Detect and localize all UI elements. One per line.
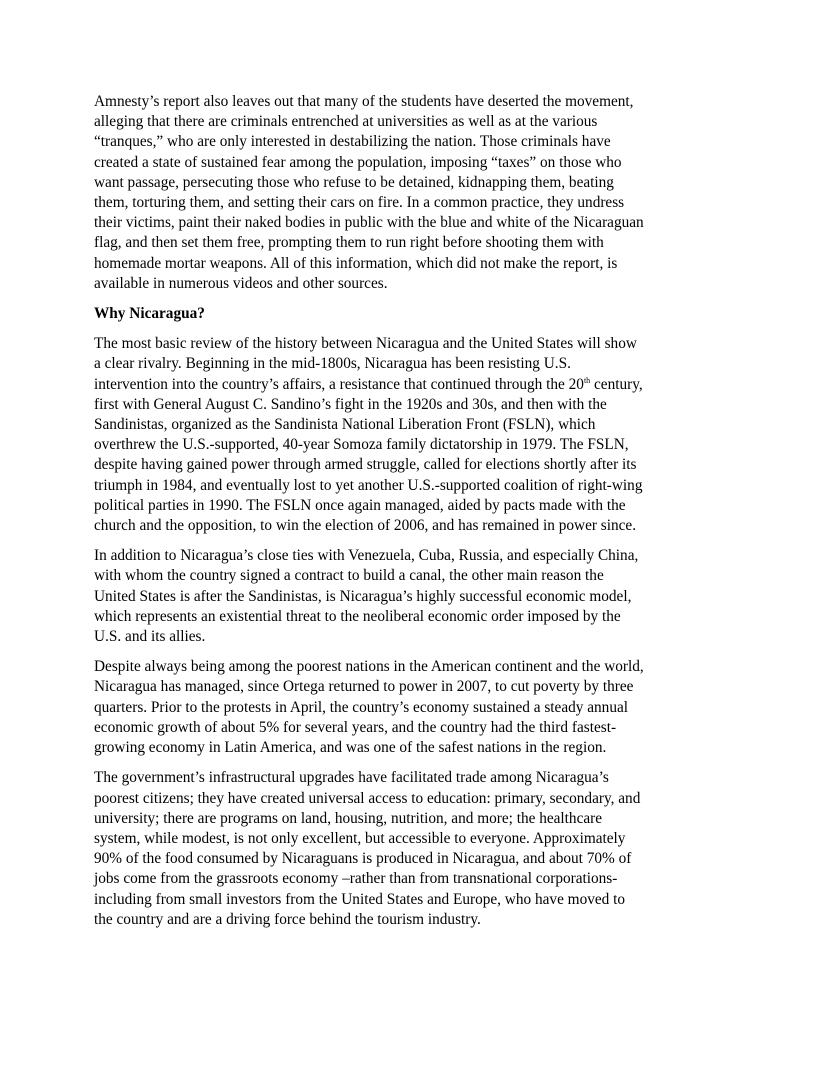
text-line: Nicaragua has managed, since Ortega returned to power in 2007, to cut poverty by three [94,678,634,696]
text-line: church and the opposition, to win the election of 2006, and has remained in power since. [94,517,637,535]
text-line: their victims, paint their naked bodies in public with the blue and white of the Nicaraguan [94,214,644,232]
text-line: homemade mortar weapons. All of this information, which did not make the report, is [94,254,618,272]
text-line: despite having gained power through armed struggle, called for elections shortly after its [94,456,637,474]
text-line: United States is after the Sandinistas, is Nicaragua’s highly successful economic model, [94,587,632,605]
text-line: flag, and then set them free, prompting them to run right before shooting them with [94,234,604,252]
text-line: including from small investors from the United States and Europe, who have moved to [94,890,626,908]
text-line: Despite always being among the poorest nations in the American continent and the world, [94,658,644,676]
text-line: the country and are a driving force behind the tourism industry. [94,910,481,928]
text-line: jobs come from the grassroots economy –rather than from transnational corporations- [94,870,618,888]
text-line: them, torturing them, and setting their cars on fire. In a common practice, they undress [94,194,625,212]
text-line: alleging that there are criminals entrenched at universities as well as at the various [94,113,598,131]
paragraph-economy [94,657,694,758]
text-line: want passage, persecuting those who refuse to be detained, kidnapping them, beating [94,173,614,191]
text-line: triumph in 1984, and eventually lost to yet another U.S.-supported coalition of right-wing [94,476,643,494]
text-line: The most basic review of the history between Nicaragua and the United States will show [94,335,637,353]
text-line: which represents an existential threat to the neoliberal economic order imposed by the [94,607,621,625]
text-line: university; there are programs on land, housing, nutrition, and more; the healthcare [94,809,603,827]
text-line: 90% of the food consumed by Nicaraguans is produced in Nicaragua, and about 70% of [94,850,632,868]
text-line: “tranques,” who are only interested in destabilizing the nation. Those criminals have [94,133,611,151]
text-line: U.S. and its allies. [94,628,206,646]
text-line: political parties in 1990. The FSLN once again managed, aided by pacts made with the [94,496,626,514]
text-line: In addition to Nicaragua’s close ties with Venezuela, Cuba, Russia, and especially China, [94,547,639,565]
text-line [94,375,694,395]
text-line: quarters. Prior to the protests in April, the country’s economy sustained a steady annual [94,698,629,716]
paragraph-alliances [94,546,694,647]
paragraph-amnesty-report [94,92,694,294]
text-line: poorest citizens; they have created universal access to education: primary, secondary, and [94,789,641,807]
paragraph-infrastructure [94,768,694,930]
text-line: growing economy in Latin America, and was one of the safest nations in the region. [94,739,607,757]
text-line: a clear rivalry. Beginning in the mid-1800s, Nicaragua has been resisting U.S. [94,355,571,373]
text-line: with whom the country signed a contract to build a canal, the other main reason the [94,567,604,585]
text-line: overthrew the U.S.-supported, 40-year Somoza family dictatorship in 1979. The FSLN, [94,436,629,454]
text-line: system, while modest, is not only excellent, but accessible to everyone. Approximately [94,829,626,847]
text-line: available in numerous videos and other sources. [94,274,388,292]
text-line: Amnesty’s report also leaves out that many of the students have deserted the movement, [94,93,634,110]
document-page [94,92,694,940]
text-line: The government’s infrastructural upgrades have facilitated trade among Nicaragua’s [94,769,609,787]
superscript: th [583,375,591,385]
paragraph-history [94,334,694,536]
text-segment: century, [590,375,643,393]
section-heading: Why Nicaragua? [94,305,205,323]
text-segment: intervention into the country’s affairs, a resistance that continued through the 20 [94,375,584,393]
text-line: economic growth of about 5% for several years, and the country had the third fastest- [94,718,617,736]
text-line: Sandinistas, organized as the Sandinista National Liberation Front (FSLN), which [94,416,596,434]
text-line: first with General August C. Sandino’s fight in the 1920s and 30s, and then with the [94,395,607,413]
text-line: created a state of sustained fear among the population, imposing “taxes” on those who [94,153,622,171]
